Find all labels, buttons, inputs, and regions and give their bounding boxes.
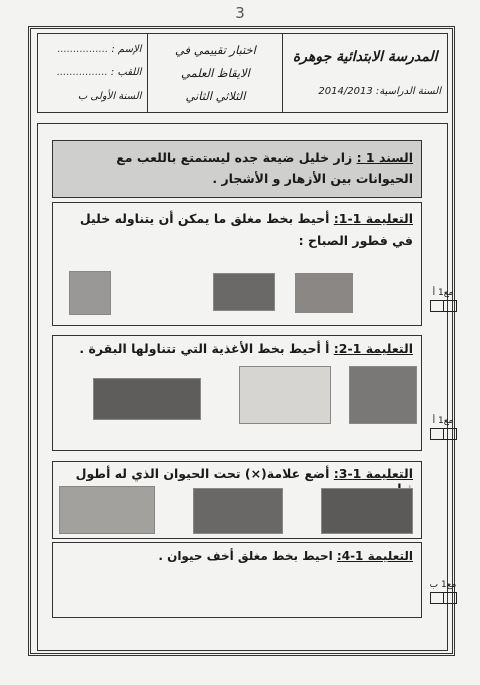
name-line — [44, 44, 141, 55]
score-cell — [430, 428, 444, 440]
image-dog — [59, 486, 155, 534]
exam-term: الثلاثي الثاني — [185, 89, 246, 104]
score-label: مع1 ب — [429, 580, 457, 590]
name-label: الإسم : — [111, 44, 142, 56]
image-grain — [349, 366, 417, 424]
name-dots: ................ — [57, 44, 109, 56]
exam-subject: الايقاظ العلمي — [180, 65, 250, 80]
question-1-3-label: التعليمة 1-3: — [333, 466, 413, 481]
exam-title: اختبار تقييمي في — [174, 42, 256, 57]
surname-label: اللقب : — [110, 67, 142, 79]
question-1-3-box — [52, 461, 422, 539]
score-cell — [444, 592, 457, 604]
score-box-2 — [426, 416, 460, 440]
score-cell — [444, 428, 457, 440]
image-cake — [213, 273, 275, 311]
score-cell — [444, 300, 457, 312]
exam-sheet — [28, 26, 455, 656]
score-label: مع1 أ — [432, 416, 454, 426]
image-bread — [295, 273, 353, 313]
score-cell — [430, 300, 444, 312]
score-cell — [430, 592, 444, 604]
student-cell — [38, 34, 148, 112]
class-label: السنة الأولى ب — [77, 90, 142, 102]
image-hay — [93, 378, 201, 420]
school-cell — [283, 34, 447, 112]
question-1-3-text: أضع علامة(×) تحت الحيوان الذي له أطول — [75, 466, 330, 481]
score-box-1 — [426, 288, 460, 312]
score-box-3 — [426, 580, 460, 604]
situation-box — [52, 140, 422, 198]
surname-line — [44, 67, 141, 78]
situation-label: السند 1 : — [356, 150, 413, 165]
question-1-2-text: أ أحيط بخط الأغذية التي تتناولها البقرة . — [79, 341, 330, 356]
image-box — [69, 271, 111, 315]
score-label: مع1 أ — [432, 288, 454, 298]
question-1-4-box — [52, 542, 422, 618]
image-turtle — [193, 488, 283, 534]
question-1-4-label: التعليمة 1-4: — [336, 549, 413, 563]
question-1-4-text: احيط بخط مغلق أخف حيوان . — [158, 549, 333, 563]
exercises-area — [37, 123, 457, 651]
question-1-2-label: التعليمة 1-2: — [333, 341, 413, 356]
question-1-1-text: أحيط بخط مغلق ما يمكن أن يتناوله خليل في فطور الصباح : — [79, 211, 413, 248]
question-1-1-label: التعليمة 1-1: — [333, 211, 413, 226]
school-year: السنة الدراسية: 2014/2013 — [318, 86, 441, 98]
image-meat — [239, 366, 331, 424]
image-rat — [321, 488, 413, 534]
exam-header — [37, 33, 448, 113]
school-name: المدرسة الابتدائية جوهرة — [292, 48, 438, 65]
surname-dots: ................ — [56, 67, 108, 79]
exam-cell — [148, 34, 283, 112]
question-1-1-box — [52, 202, 422, 326]
page-number: 3 — [235, 4, 245, 22]
question-1-2-box — [52, 335, 422, 451]
situation-text: زار خليل ضيعة جده ليستمتع باللعب مع الحيوانات بين الأزهار و الأشجار . — [116, 150, 413, 186]
